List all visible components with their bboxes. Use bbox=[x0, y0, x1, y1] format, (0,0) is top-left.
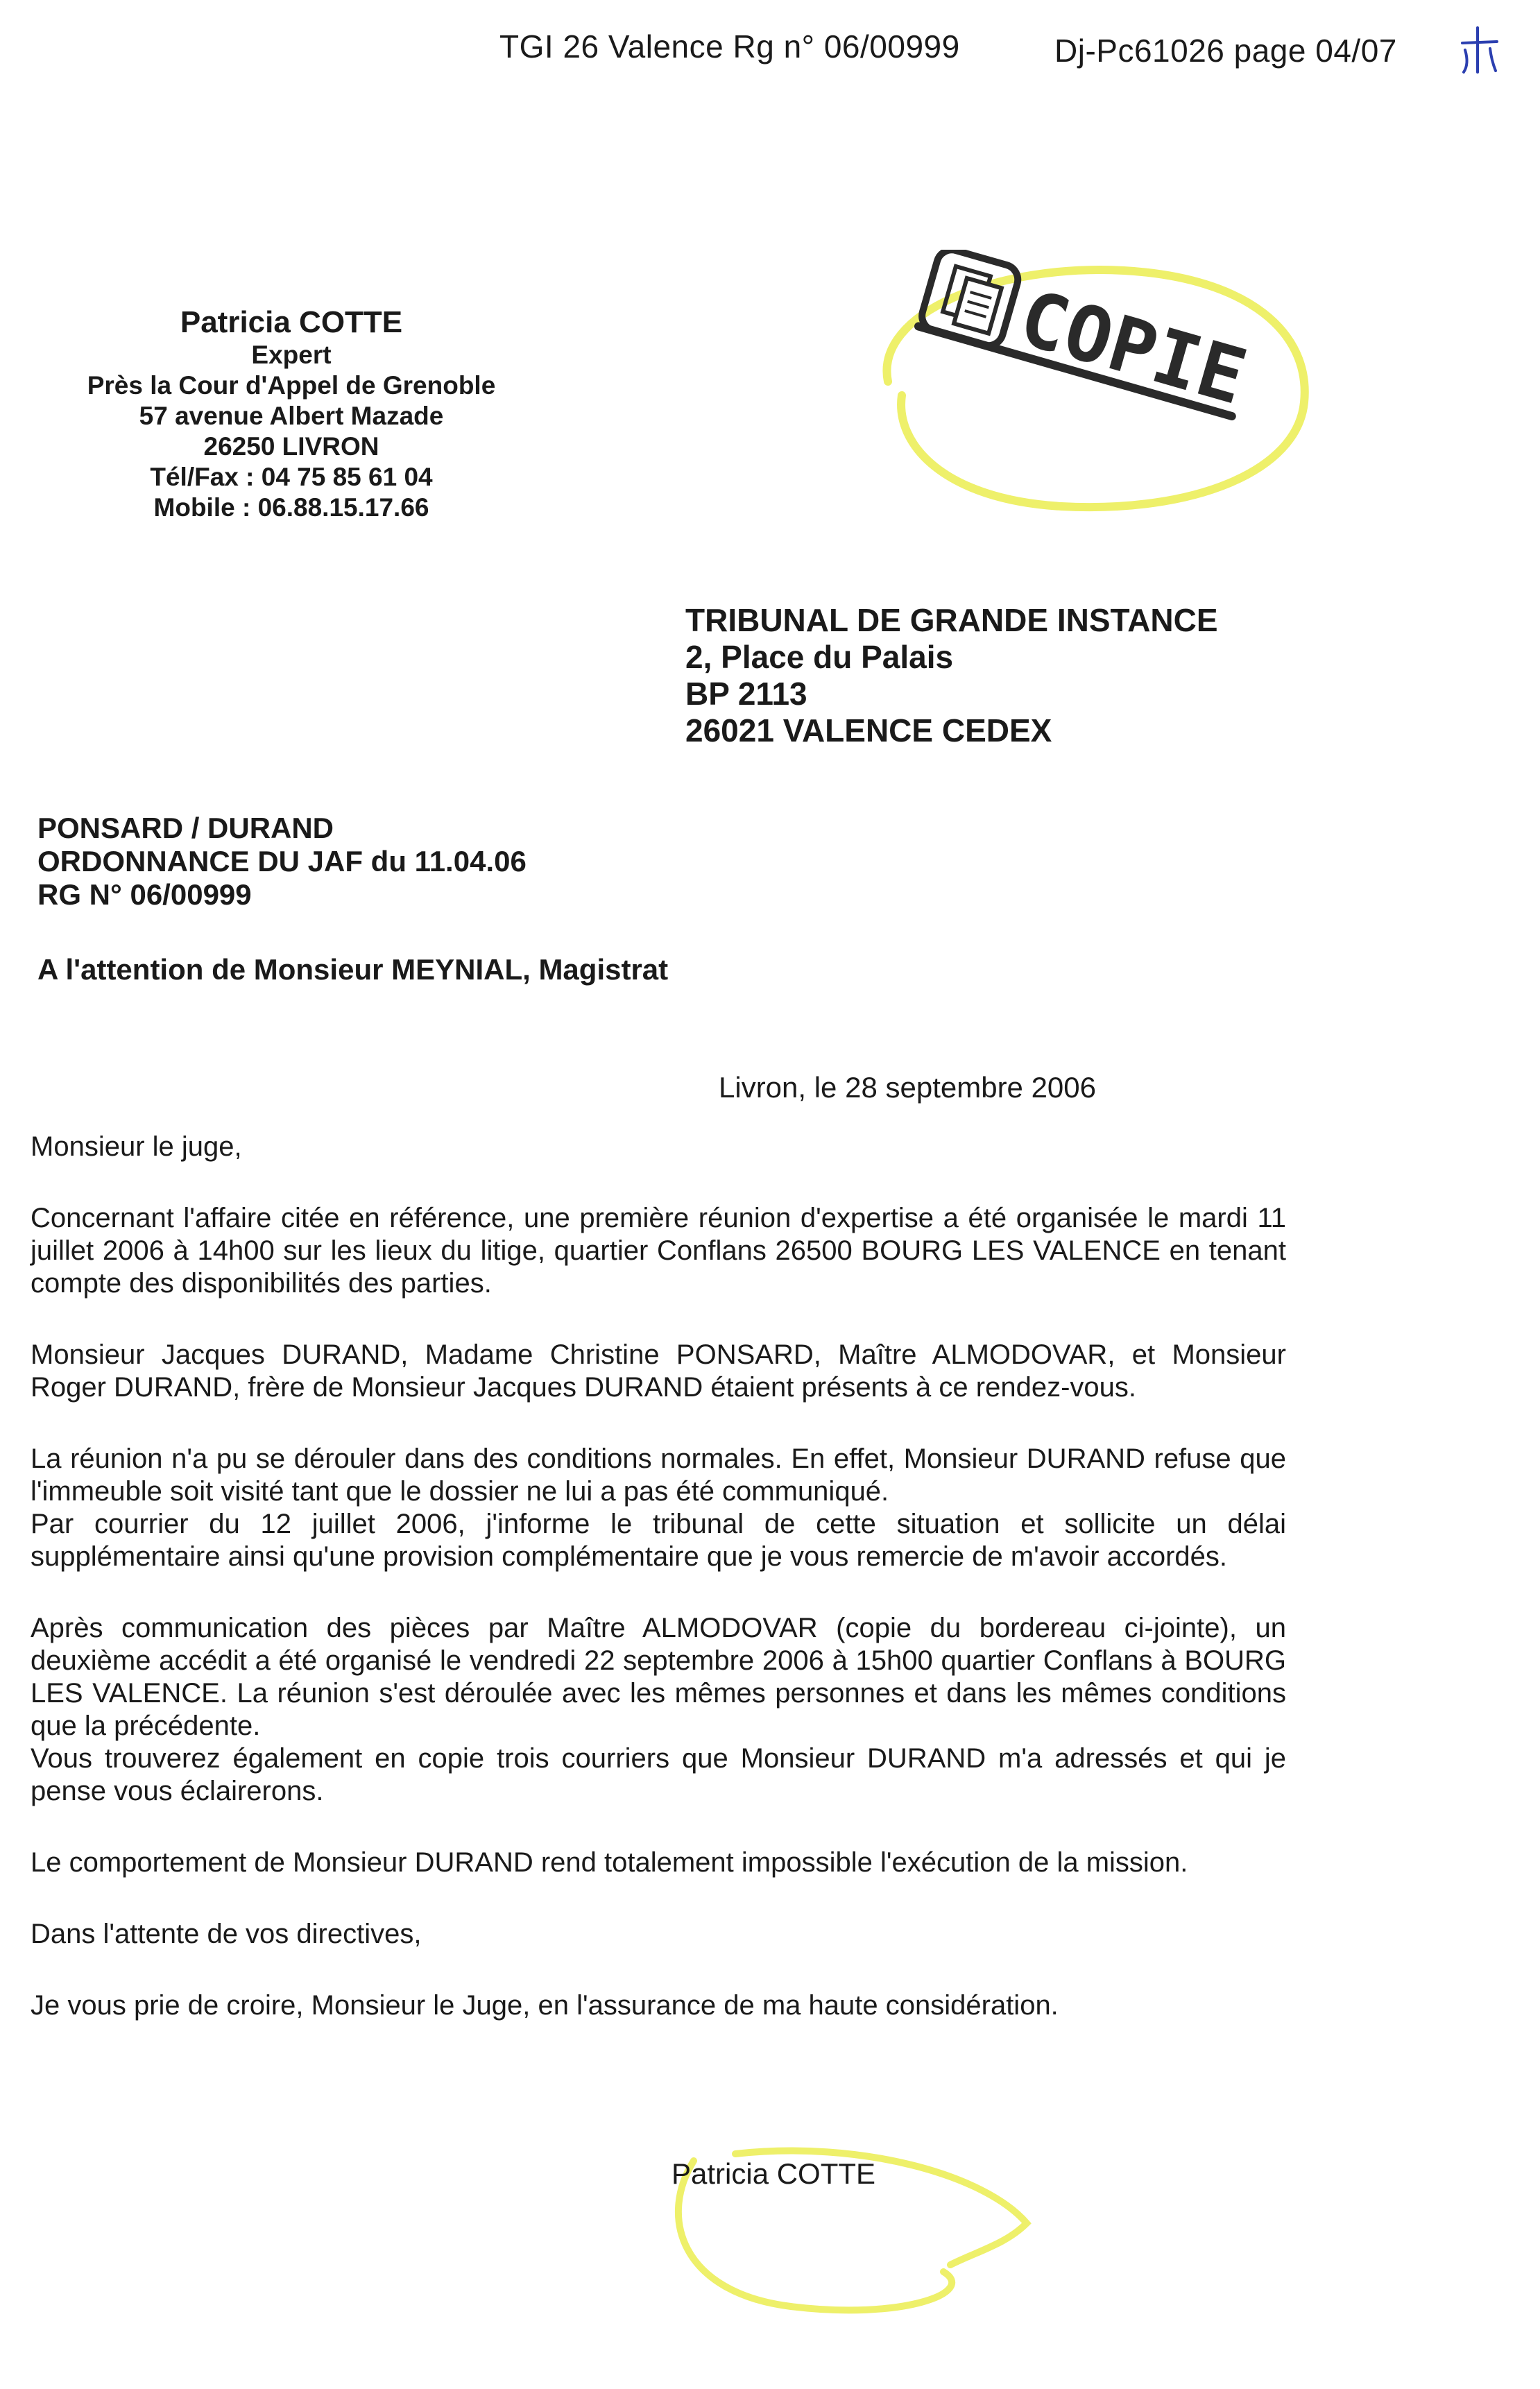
case-reference-header: TGI 26 Valence Rg n° 06/00999 bbox=[499, 28, 960, 65]
case-reference-block bbox=[37, 812, 527, 911]
attention-line: A l'attention de Monsieur MEYNIAL, Magistrat bbox=[37, 953, 669, 986]
sender-street: 57 avenue Albert Mazade bbox=[139, 402, 444, 430]
recipient-name: TRIBUNAL DE GRANDE INSTANCE bbox=[685, 602, 1218, 638]
closing: Je vous prie de croire, Monsieur le Juge, en l'assurance de ma haute considération. bbox=[31, 1990, 1059, 2021]
case-rg-number: RG N° 06/00999 bbox=[37, 878, 252, 911]
paragraph-3b: Par courrier du 12 juillet 2006, j'informe le tribunal de cette situation et sollicite un délai supplémentaire ainsi qu'une provision complémentaire que je vous remercie de m'avoir accordés. bbox=[31, 1509, 1286, 1572]
sender-name: Patricia COTTE bbox=[180, 305, 403, 339]
sender-phone: Tél/Fax : 04 75 85 61 04 bbox=[150, 463, 433, 491]
letter-body bbox=[31, 1131, 1286, 2061]
copie-stamp bbox=[832, 250, 1332, 527]
case-parties: PONSARD / DURAND bbox=[37, 812, 334, 844]
letter-date: Livron, le 28 septembre 2006 bbox=[719, 1071, 1097, 1104]
recipient-po-box: BP 2113 bbox=[685, 676, 807, 712]
paragraph-5: Le comportement de Monsieur DURAND rend totalement impossible l'exécution de la mission. bbox=[31, 1847, 1188, 1878]
paragraph-1: Concernant l'affaire citée en référence, une première réunion d'expertise a été organisée le mardi 11 juillet 2006 à 14h00 sur les lieux du litige, quartier Conflans 26500 BOURG LES VALENCE en tenant compte des disponibilités des parties. bbox=[31, 1203, 1286, 1299]
paragraph-4a: Après communication des pièces par Maître ALMODOVAR (copie du bordereau ci-jointe), un deuxième accédit a été organisé le vendredi 22 septembre 2006 à 15h00 quartier Conflans à BOURG LES VALENCE. La réunion s'est déroulée avec les mêmes personnes et dans les mêmes conditions que la précédente. bbox=[31, 1613, 1286, 1741]
sender-title: Expert bbox=[251, 341, 332, 369]
stamp-label: COPIE bbox=[1010, 273, 1256, 422]
document-reference-header: Dj-Pc61026 page 04/07 bbox=[1054, 33, 1397, 69]
case-ordonnance: ORDONNANCE DU JAF du 11.04.06 bbox=[37, 845, 527, 877]
sender-court: Près la Cour d'Appel de Grenoble bbox=[87, 371, 496, 400]
sender-block bbox=[49, 305, 534, 523]
paragraph-3a: La réunion n'a pu se dérouler dans des conditions normales. En effet, Monsieur DURAND refuse que l'immeuble soit visité tant que le dossier ne lui a pas été communiqué. bbox=[31, 1444, 1286, 1507]
sender-mobile: Mobile : 06.88.15.17.66 bbox=[153, 493, 429, 522]
recipient-block bbox=[685, 602, 1218, 749]
salutation: Monsieur le juge, bbox=[31, 1131, 242, 1162]
sender-city: 26250 LIVRON bbox=[203, 432, 379, 461]
paragraph-6: Dans l'attente de vos directives, bbox=[31, 1919, 422, 1949]
recipient-street: 2, Place du Palais bbox=[685, 639, 954, 675]
paragraph-4b: Vous trouverez également en copie trois courriers que Monsieur DURAND m'a adressés et qui je pense vous éclairerons. bbox=[31, 1743, 1286, 1806]
recipient-city: 26021 VALENCE CEDEX bbox=[685, 712, 1052, 748]
handwritten-mark-icon bbox=[1455, 22, 1504, 78]
signature-name: Patricia COTTE bbox=[671, 2157, 876, 2190]
paragraph-2: Monsieur Jacques DURAND, Madame Christine PONSARD, Maître ALMODOVAR, et Monsieur Roger DURAND, frère de Monsieur Jacques DURAND étaient présents à ce rendez-vous. bbox=[31, 1339, 1286, 1403]
